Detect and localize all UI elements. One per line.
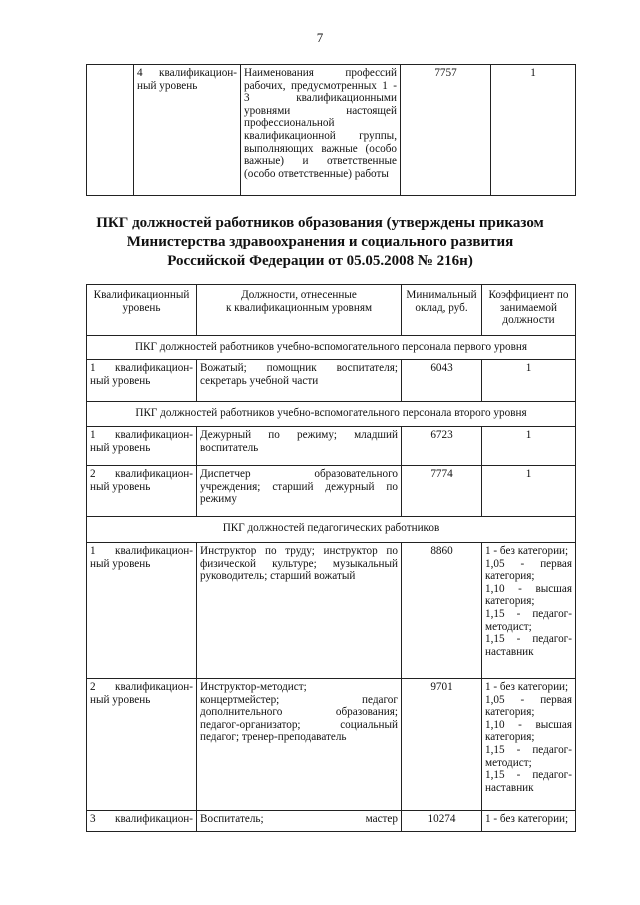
level-text: 4 квалификацион- [137, 67, 237, 79]
header-coefficient: Коэффициент по занимаемой должности [482, 285, 576, 336]
coefficient-text: категория; [485, 706, 535, 719]
coefficient-text: категория; [485, 570, 535, 583]
positions-cell: Воспитатель; мастер [197, 810, 402, 831]
page-number: 7 [316, 30, 324, 45]
positions-text: педагог; тренер-преподаватель [200, 731, 347, 744]
table-row [87, 426, 576, 465]
level-cell [87, 810, 197, 831]
header-positions [197, 285, 402, 336]
positions-cell [197, 678, 402, 810]
section-title-line: Министерства здравоохранения и социального развития [126, 234, 514, 250]
level-text: 1 квалификацион- [90, 362, 193, 375]
salary-cell: 6723 [402, 426, 482, 465]
level-cell [134, 65, 241, 196]
coefficient-text: 1,05 - первая [485, 693, 572, 706]
salary-cell: 8860 [402, 542, 482, 678]
level-cell [87, 678, 197, 810]
coefficient-text: 1 - без категории; [485, 680, 569, 693]
header-text: Должности, отнесенные [241, 289, 357, 301]
positions-cell: Инструктор по труду; инструктор по физической культуре; музыкальный руководитель; старший вожатый [197, 542, 402, 678]
coefficient-text: 1,05 - первая [485, 557, 572, 570]
level-text: ный уровень [90, 693, 151, 706]
coefficient-text: 1,15 - педагог- [485, 633, 572, 646]
level-text: ный уровень [90, 441, 151, 454]
salary-cell: 9701 [402, 678, 482, 810]
group-header-row [87, 402, 576, 427]
continued-table [86, 64, 576, 196]
salary-cell: 7757 [401, 65, 491, 196]
coefficient-text: 1,10 - высшая [485, 718, 572, 731]
positions-cell: Вожатый; помощник воспитателя; секретарь учебной части [197, 360, 402, 402]
coefficient-cell [482, 678, 576, 810]
salary-cell: 10274 [402, 810, 482, 831]
header-level: Квалификационный уровень [87, 285, 197, 336]
coefficient-cell: 1 - без категории; [482, 810, 576, 831]
level-cell [87, 465, 197, 516]
level-text: 3 квалификацион- [90, 812, 193, 825]
salary-table [86, 284, 576, 832]
positions-cell: Наименования профессий рабочих, предусмотренных 1 - 3 квалификационными уровнями настоящей профессиональной квалификационной группы, выполняющих важные (особо важные) и ответственные (особо ответственные) работы [241, 65, 401, 196]
group-header-row [87, 516, 576, 542]
coefficient-text: 1 - без категории; [485, 544, 569, 557]
table-row [87, 810, 576, 831]
header-text: к квалификационным уровням [225, 301, 373, 314]
section-title-line: ПКГ должностей работников образования (утверждены приказом [96, 215, 544, 231]
positions-text: дополнительного образования; [200, 706, 398, 719]
coefficient-text: 1,10 - высшая [485, 582, 572, 595]
coefficient-cell: 1 [482, 465, 576, 516]
table-row [87, 65, 576, 196]
coefficient-text: 1,15 - педагог- [485, 743, 572, 756]
coefficient-text: категория; [485, 731, 535, 744]
coefficient-text: наставник [485, 645, 534, 658]
table-row [87, 465, 576, 516]
level-text: ный уровень [90, 374, 151, 387]
level-text: 2 квалификацион- [90, 680, 193, 693]
coefficient-text: методист; [485, 620, 532, 633]
positions-cell: Диспетчер образовательного учреждения; старший дежурный по режиму [197, 465, 402, 516]
positions-cell: Дежурный по режиму; младший воспитатель [197, 426, 402, 465]
coefficient-text: методист; [485, 756, 532, 769]
coefficient-text: категория; [485, 595, 535, 608]
section-title-line: Российской Федерации от 05.05.2008 № 216н) [167, 253, 473, 269]
coefficient-cell: 1 [491, 65, 576, 196]
positions-text: Инструктор-методист; [200, 680, 307, 693]
level-text: 1 квалификацион- [90, 428, 193, 441]
header-salary: Минимальный оклад, руб. [402, 285, 482, 336]
coefficient-text: наставник [485, 781, 534, 794]
salary-cell: 7774 [402, 465, 482, 516]
level-text: ный уровень [90, 480, 151, 493]
coefficient-cell: 1 [482, 360, 576, 402]
level-cell [87, 542, 197, 678]
section-title [0, 214, 640, 271]
table-row [87, 360, 576, 402]
group-title: ПКГ должностей педагогических работников [87, 516, 576, 542]
group-title: ПКГ должностей работников учебно-вспомогательного персонала второго уровня [87, 402, 576, 427]
coefficient-text: 1,15 - педагог- [485, 769, 572, 782]
level-cell [87, 360, 197, 402]
salary-cell: 6043 [402, 360, 482, 402]
group-title: ПКГ должностей работников учебно-вспомогательного персонала первого уровня [87, 335, 576, 360]
coefficient-text: 1,15 - педагог- [485, 607, 572, 620]
positions-text: концертмейстер; педагог [200, 693, 398, 706]
group-header-row [87, 335, 576, 360]
level-cell [87, 426, 197, 465]
coefficient-cell [482, 542, 576, 678]
level-text: ный уровень [137, 79, 198, 92]
table-header-row [87, 285, 576, 336]
coefficient-cell: 1 [482, 426, 576, 465]
positions-text: педагог-организатор; социальный [200, 718, 398, 731]
table-row [87, 678, 576, 810]
level-text: ный уровень [90, 557, 151, 570]
group-cell [87, 65, 134, 196]
level-text: 1 квалификацион- [90, 544, 193, 557]
table-row [87, 542, 576, 678]
level-text: 2 квалификацион- [90, 467, 193, 480]
